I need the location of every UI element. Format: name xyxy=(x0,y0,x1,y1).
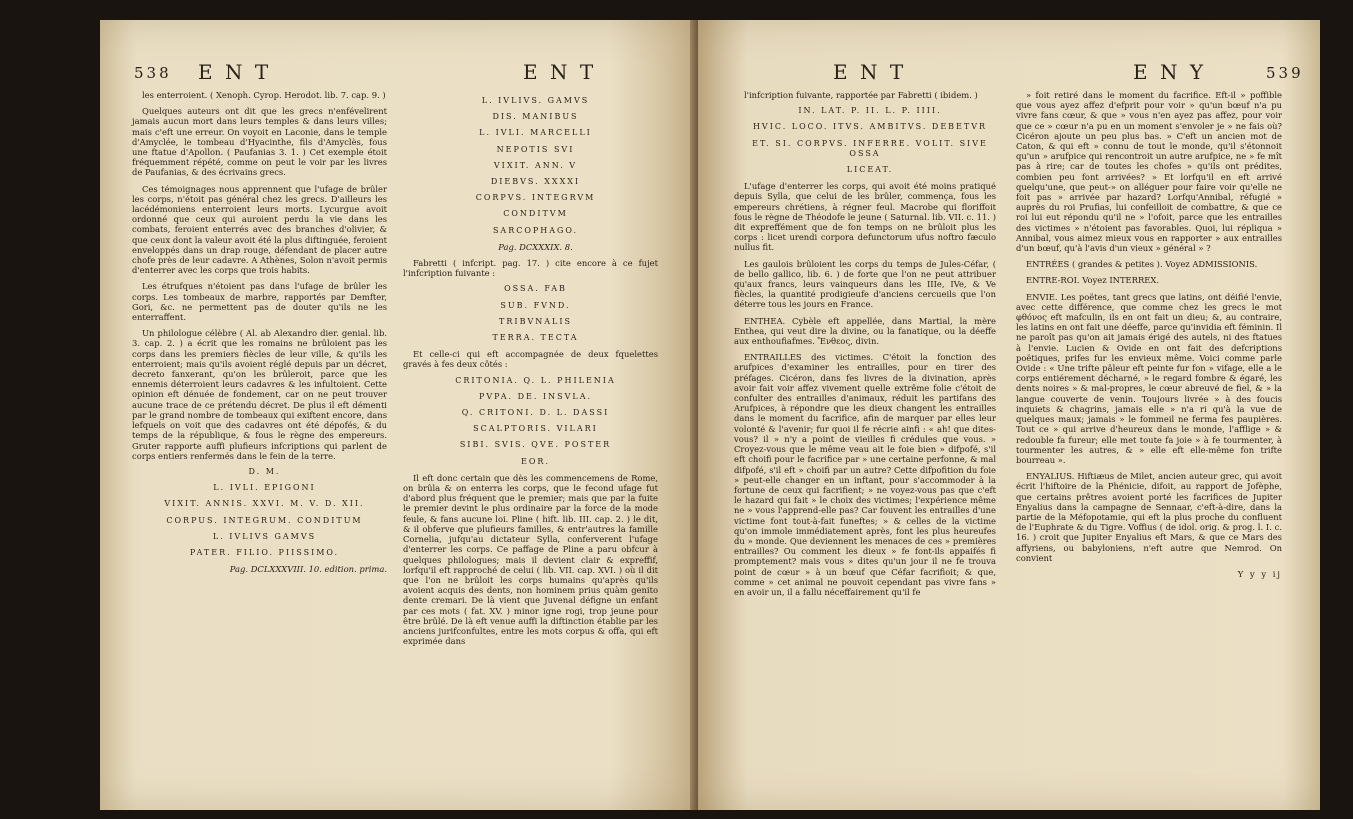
paragraph: » foit retiré dans le moment du facrifice. Eft-il » poffible que vous ayez affez d'efprit pour voir » qu'un bœuf n'a pu vivre fans cœur, & que » vous n'en ayez pas affez, pour voir que ce » cœur n'a pu en un moment s'envoler je » ne fais où? Cicéron ajoute un peu plus bas. » C'eft un ancien mot de Caton, & qui eft » connu de tout le monde, qu'il s'étonnoit qu'un » arufpice qui rencontroit un autre arufpice, ne » fe mît pas à rire; car de toutes les chofes » qu'ils ont prédites, combien peu font arrivées? » Et lorfqu'il en eft arrivé quelqu'une, que peut-» on alléguer pour faire voir qu'elle ne foit pas » arrivée par hazard? Lorfqu'Annibal, réfugié » auprès du roi Prufias, lui confeilloit de combattre, & que ce roi lui eut répondu qu'il ne » l'ofoit, parce que les entrailles des victimes » n'étoient pas favorables. Quoi, lui répliqua » Annibal, vous aimez mieux vous en rapporter » aux entrailles d'un bœuf, qu'à l'avis d'un vieux » général » ? xyxy=(1016,90,1282,254)
right-page-number: 539 xyxy=(1266,64,1304,82)
paragraph: ENVIE. Les poëtes, tant grecs que latins, ont déifié l'envie, avec cette différence, que comme chez les grecs le mot φθόνος eft mafculin, ils en ont fait un dieu; &, au contraire, les latins en ont fait une déeffe, parce qu'invidia eft féminin. Il ne paroît pas qu'on ait jamais érigé des autels, ni des ftatues à l'envie. Lucien & Ovide en ont fait des defcriptions poëtiques, prifes fur les envieux même. Voici comme parle Ovide : « Une trifte pâleur eft peinte fur fon » vifage, elle a le corps entiérement décharné, » le regard fombre & égaré, les dents noires » & mal-propres, le cœur abreuvé de fiel, & » la langue couverte de venin. Toujours livrée » à des foucis inquiets & chagrins, jamais elle » n'a ri qu'à la vue de quelques maux; jamais » le fommeil ne ferma fes paupières. Tout ce » qui arrive d'heureux dans le monde, l'afflige » & redouble fa fureur; elle met toute fa joie » à fe tourmenter, à tourmenter les autres, & » elle eft elle-même fon trifte bourreau ». xyxy=(1016,291,1282,465)
paragraph: l'infcription fuivante, rapportée par Fabretti ( ibidem. ) xyxy=(744,90,978,100)
citation: Pag. DCXXXIX. 8. xyxy=(498,241,573,252)
left-page xyxy=(100,20,698,810)
inscription: D. M. L. IVLI. EPIGONI VIXIT. ANNIS. XXVI. M. V. D. XII. CORPUS. INTEGRUM. CONDITUM L. IVLIVS GAMVS PATER. FILIO. PIISSIMO. xyxy=(164,466,365,557)
paragraph: ENTRE-ROI. Voyez INTERREX. xyxy=(1026,275,1160,286)
paragraph: Les étrufques n'étoient pas dans l'ufage de brûler les corps. Les tombeaux de marbre, rapportés par Demfter, Gori, &c. ne permettent pas de douter qu'ils ne les enterraffent. xyxy=(132,281,387,323)
paragraph: ENTRAILLES des victimes. C'étoit la fonction des arufpices d'examiner les entrailles, pour en tirer des préfages. Cicéron, dans fes livres de la divination, après avoir fait voir affez vivement quelle extrême folie c'étoit de confulter des entrailles d'animaux, réduit les partifans des Arufpices, à répondre que les dieux changent les entrailles dans le moment du facrifice, afin de marquer par elles leur volonté & l'avenir; fur quoi il fe récrie ainfi : « ah! que dites-vous? il » n'y a point de vieilles fi crédules que vous. » Croyez-vous que le même veau ait le foie bien » difpofé, s'il eft choifi pour le facrifice par » une certaine perfonne, & mal difpofé, s'il eft » choifi par un autre? Cette difpofition du foie » peut-elle changer en un inftant, pour s'accommoder à la fortune de ceux qui facrifient; » ne voyez-vous pas que c'eft le hazard qui fait » le choix des victimes; l'expérience même ne » vous l'apprend-elle pas? Car fouvent les entrailles d'une victime font tout-à-fait funeftes; » & celles de la victime qu'on immole immédiatement après, font les plus heureufes du » monde. Que deviennent les menaces de ces » premières entrailles? Ou comment les dieux » fe font-ils appaifés fi promptement? mais vous » dites qu'un jour il ne fe trouva point de cœur » à un bœuf que Céfar facrifioit; & que, comme » cet animal ne pouvoit cependant pas vivre fans » en avoir un, il a fallu néceffairement qu'il fe xyxy=(734,352,996,597)
paragraph: Fabretti ( infcript. pag. 17. ) cite encore à ce fujet l'infcription fuivante : xyxy=(403,258,658,279)
paragraph: Ces témoignages nous apprennent que l'ufage de brûler les corps, n'étoit pas général chez les grecs. D'ailleurs les lacédémoniens enterroient leurs morts. Lycurgue avoit ordonné que ceux qui auroient perdu la vie dans les combats, feroient enterrés avec des branches d'olivier, & que ceux dont la valeur avoit été la plus diftinguée, feroient enveloppés dans un drap rouge, défendant de placer autre chofe près de leur cadavre. A Athènes, Solon n'avoit permis d'enterrer avec les corps que trois habits. xyxy=(132,183,387,276)
right-col2-head: E N Y xyxy=(1133,60,1207,84)
left-page-number: 538 xyxy=(134,64,172,82)
left-column-1 xyxy=(132,90,387,580)
left-running-head: E N T xyxy=(198,60,272,84)
left-column-2 xyxy=(403,96,658,652)
right-col1-head: E N T xyxy=(833,60,907,84)
left-col2-head: E N T xyxy=(523,60,597,84)
right-page xyxy=(698,20,1320,810)
inscription: CRITONIA. Q. L. PHILENIA PVPA. DE. INSVLA. Q. CRITONI. D. L. DASSI SCALPTORIS. VILARI SIBI. SVIS. QVE. POSTER EOR. xyxy=(455,375,616,466)
paragraph: ENYALIUS. Hiftiæus de Milet, ancien auteur grec, qui avoit écrit l'hiftoire de la Phénicie, difoit, au rapport de Jofèphe, que certains prêtres avoient porté les facrifices de Jupiter Enyalius dans la campagne de Sennaar, c'eft-à-dire, dans la partie de la Méfopotamie, qui eft la plus proche du confluent de l'Euphrate & du Tigre. Voffius ( de idol. orig. & prog. l. I. c. 16. ) croit que Jupiter Enyalius eft Mars, & que ce Mars des affyriens, ou babyloniens, n'eft autre que Nemrod. On convient xyxy=(1016,471,1282,563)
paragraph: Il eft donc certain que dès les commencemens de Rome, on brûla & on enterra les corps, que le fecond ufage fut d'abord plus fréquent que le premier; mais que par la fuite le premier devint le plus ordinaire par la force de la mode feule, & fans aucune loi. Pline ( hift. lib. III. cap. 2. ) le dit, & il obferve que plufieurs familles, & entr'autres la famille Cornelia, jufqu'au dictateur Sylla, conferverent l'ufage d'enterrer les corps. Ce paffage de Pline a paru obfcur à quelques philologues; mais il devient clair & expreffif, lorfqu'il eft rapproché de celui ( lib. VII. cap. XVI. ) où il dit que l'on ne brûloit les corps humains qu'après qu'ils avoient acquis des dents, non hominem prius quàm genito dente cremari. De là vient que Juvenal défigne un enfant par ces mots ( fat. XV. ) minor igne rogi, trop jeune pour être brûlé. De là eft venue auffi la diftinction établie par les anciens jurifconfultes, entre les mots corpus & offa, qui eft exprimée dans xyxy=(403,472,658,647)
paragraph: Et celle-ci qui eft accompagnée de deux fquelettes gravés à fes deux côtés : xyxy=(403,349,658,370)
paragraph: Un philologue célèbre ( Al. ab Alexandro dier. genial. lib. 3. cap. 2. ) a écrit que les romains ne brûloient pas les corps dans les premiers fiècles de leur ville, & qu'ils les enterroient; mais qu'ils avoient réglé depuis par un décret, decreto fanxerant, qu'on les brûleroit, parce que les ennemis déterroient leurs cadavres & les infultoient. Cette opinion eft dénuée de fondement, car on ne peut trouver aucune trace de ce prétendu décret. De plus il eft démenti par le grand nombre de tombeaux qui exiftent encore, dans lefquels on voit que des cadavres ont été dépofés, & du temps de la république, & fous le règne des empereurs. Gruter rapporte auffi plufieurs infcriptions qui parlent de corps entiers renfermés dans le fein de la terre. xyxy=(132,328,387,461)
paragraph: ENTHEA. Cybèle eft appellée, dans Martial, la mère Enthea, qui veut dire la divine, ou la fanatique, ou la déeffe aux enthoufiafmes. Ἔνθεος, divin. xyxy=(734,315,996,347)
inscription: OSSA. FAB SUB. FVND. TRIBVNALIS TERRA. TECTA xyxy=(492,284,579,343)
open-book xyxy=(100,20,1320,810)
citation: Pag. DCLXXXVIII. 10. edition. prima. xyxy=(229,564,387,575)
right-column-1 xyxy=(734,90,996,603)
right-column-2 xyxy=(1016,90,1282,585)
paragraph: les enterroient. ( Xenoph. Cyrop. Herodot. lib. 7. cap. 9. ) xyxy=(142,90,386,100)
paragraph: L'ufage d'enterrer les corps, qui avoit été moins pratiqué depuis Sylla, que celui de les brûler, commença, fous les empereurs chrétiens, à régner feul. Macrobe qui floriffoit fous le règne de Théodofe le jeune ( Saturnal. lib. VII. c. 11. ) dit expreffément que de fon temps on ne brûloit plus les corps : licet urendi corpora defunctorum ufus noftro fæculo nullus fit. xyxy=(734,181,996,253)
inscription: L. IVLIVS. GAMVS DIS. MANIBUS L. IVLI. MARCELLI NEPOTIS SVI VIXIT. ANN. V DIEBVS. XXXXI CORPVS. INTEGRVM CONDITVM SARCOPHAGO. xyxy=(475,96,596,235)
paragraph: ENTRÉES ( grandes & petites ). Voyez ADMISSIONIS. xyxy=(1026,259,1258,270)
paragraph: Quelques auteurs ont dit que les grecs n'enfévelirent jamais aucun mort dans leurs temples & dans leurs villes; mais c'eft une erreur. On voyoit en Laconie, dans le temple d'Amyclée, le tombeau d'Hyacinthe, fils d'Amyclès, fous une ftatue d'Apollon. ( Paufanias 3. 1. ) Cet exemple étoit fréquemment répété, comme on peut le voir par les livres de Paufanias, & des écrivains grecs. xyxy=(132,106,387,178)
inscription: IN. LAT. P. II. L. P. IIII. HVIC. LOCO. ITVS. AMBITVS. DEBETVR ET. SI. CORPVS. INFERRE. VOLIT. SIVE OSSA LICEAT. xyxy=(752,106,988,175)
signature-mark: Y y y ij xyxy=(1237,568,1282,579)
paragraph: Les gaulois brûloient les corps du temps de Jules-Céfar, ( de bello gallico, lib. 6. ) de forte que l'on ne peut attribuer qu'aux francs, leurs vainqueurs dans les IIIe, IVe, & Ve fiècles, la quantité prodigieufe d'anciens cercueils que l'on déterre tous les jours en France. xyxy=(734,258,996,310)
